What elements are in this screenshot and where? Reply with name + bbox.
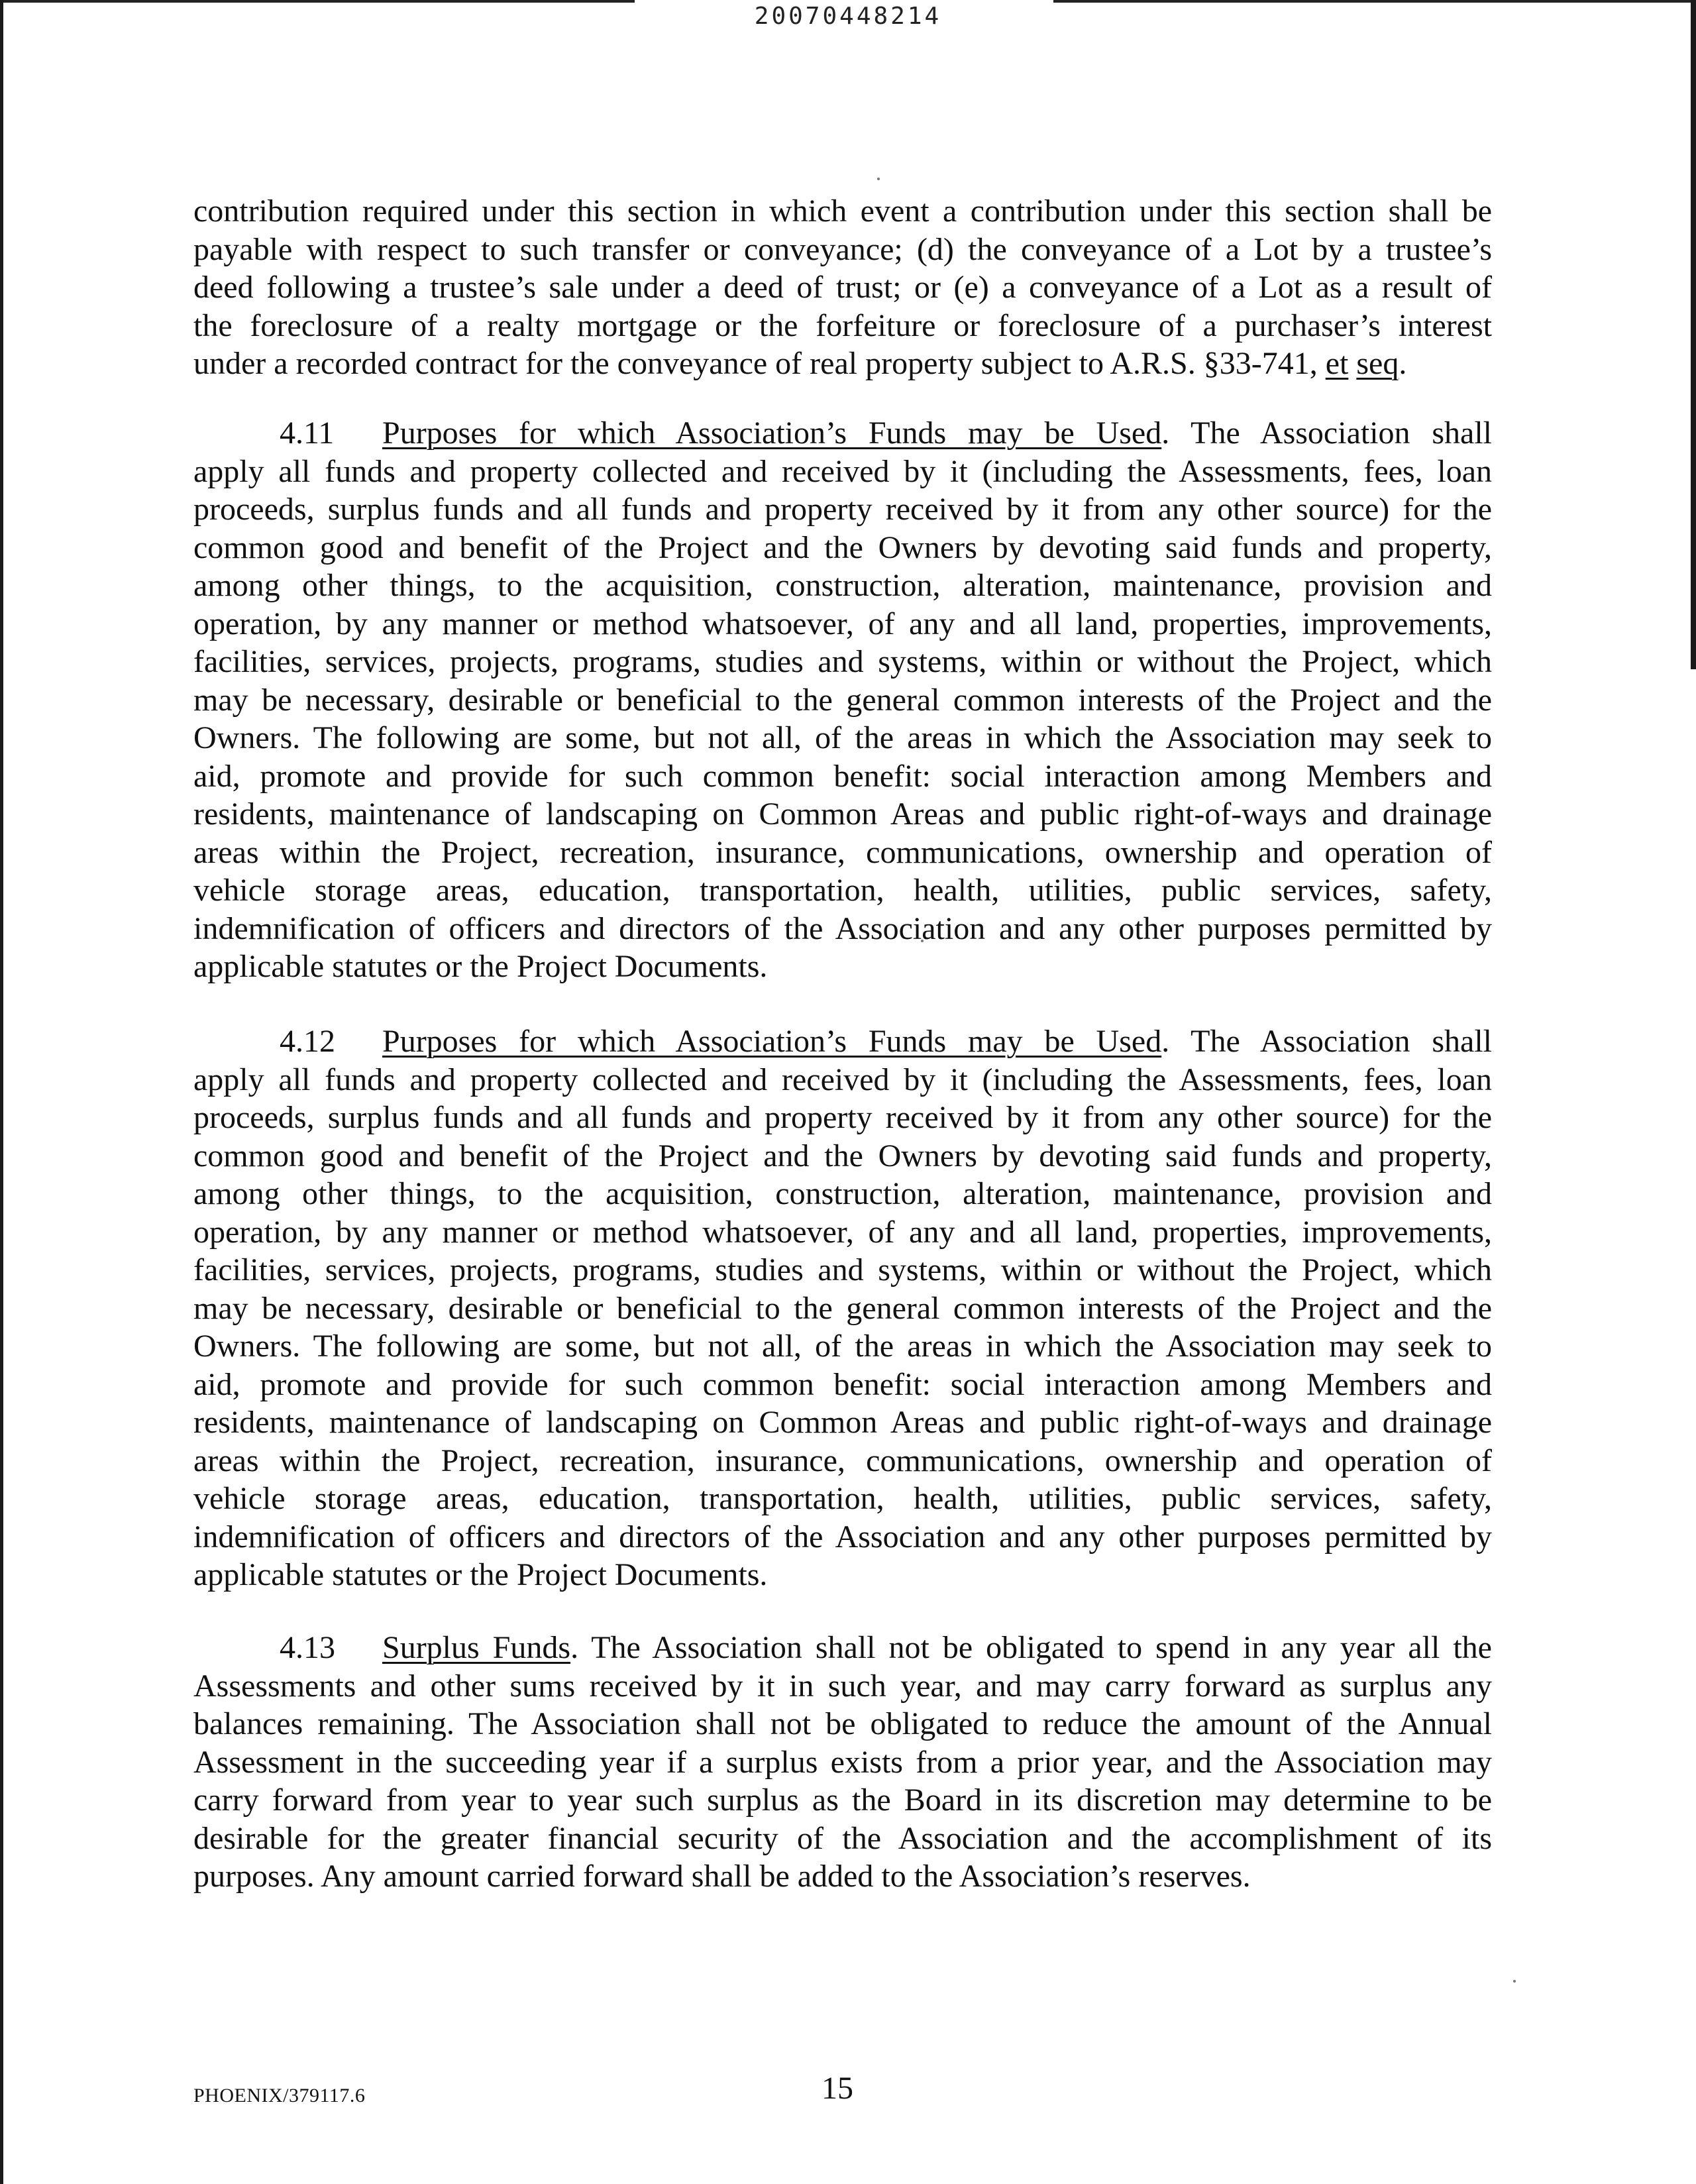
section-heading-line: [193, 1022, 1492, 1061]
text-line: aid, promote and provide for such common benefit: social interaction among Members and: [193, 1366, 1492, 1402]
section-heading-line: [193, 1629, 1492, 1667]
text-line: among other things, to the acquisition, construction, alteration, maintenance, provision and: [193, 1176, 1492, 1211]
text-line: aid, promote and provide for such common benefit: social interaction among Members and: [193, 758, 1492, 794]
recording-number: 20070448214: [754, 3, 942, 30]
section-first-line-rest: . The Association shall: [1161, 415, 1493, 451]
scan-left-edge: [0, 0, 3, 2184]
text-line: vehicle storage areas, education, transportation, health, utilities, public services, safety,: [193, 1481, 1492, 1516]
footer-document-id: PHOENIX/379117.6: [193, 2085, 366, 2106]
section-4-12: [193, 1022, 1492, 1594]
text-line: the foreclosure of a realty mortgage or the forfeiture or foreclosure of a purchaser’s interest: [193, 307, 1492, 343]
text-line: operation, by any manner or method whatsoever, of any and all land, properties, improvements,: [193, 1214, 1492, 1250]
text-line: balances remaining. The Association shall not be obligated to reduce the amount of the Annual: [193, 1706, 1492, 1741]
text-line: among other things, to the acquisition, construction, alteration, maintenance, provision and: [193, 568, 1492, 603]
text-line: Owners. The following are some, but not all, of the areas in which the Association may seek to: [193, 1329, 1492, 1364]
section-number: 4.12: [280, 1024, 335, 1059]
text-line: proceeds, surplus funds and all funds and property received by it from any other source) for the: [193, 492, 1492, 527]
text-line: common good and benefit of the Project and the Owners by devoting said funds and property,: [193, 1138, 1492, 1174]
page-number: 15: [822, 2071, 853, 2106]
section-first-line-rest: . The Association shall not be obligated to spend in any year all the: [570, 1630, 1492, 1665]
intro-last-line-text: under a recorded contract for the conveyance of real property subject to A.R.S. §33-741,: [193, 346, 1326, 381]
section-number: 4.13: [280, 1630, 335, 1665]
text-line: facilities, services, projects, programs, studies and systems, within or without the Project, which: [193, 644, 1492, 679]
text-line: operation, by any manner or method whatsoever, of any and all land, properties, improvements,: [193, 606, 1492, 641]
text-line: carry forward from year to year such surplus as the Board in its discretion may determine to be: [193, 1782, 1492, 1818]
section-heading: Purposes for which Association’s Funds may be Used: [382, 1024, 1162, 1059]
text-line: applicable statutes or the Project Documents.: [193, 1557, 768, 1592]
text-line: deed following a trustee’s sale under a deed of trust; or (e) a conveyance of a Lot as a result of: [193, 270, 1492, 305]
text-line: purposes. Any amount carried forward shall be added to the Association’s reserves.: [193, 1859, 1251, 1894]
text-line: indemnification of officers and directors of the Association and any other purposes permitted by: [193, 910, 1492, 946]
text-line: desirable for the greater financial security of the Association and the accomplishment of its: [193, 1820, 1492, 1856]
text-line: apply all funds and property collected and received by it (including the Assessments, fees, loan: [193, 453, 1492, 489]
text-line: vehicle storage areas, education, transportation, health, utilities, public services, safety,: [193, 873, 1492, 908]
text-line: may be necessary, desirable or beneficial to the general common interests of the Project and the: [193, 682, 1492, 718]
text-line: applicable statutes or the Project Documents.: [193, 949, 768, 984]
text-line: contribution required under this section in which event a contribution under this section shall be: [193, 193, 1492, 229]
text-line: may be necessary, desirable or beneficial to the general common interests of the Project and the: [193, 1290, 1492, 1326]
et-abbrev: et: [1325, 346, 1349, 381]
text-line: areas within the Project, recreation, insurance, communications, ownership and operation of: [193, 834, 1492, 870]
text-line: Owners. The following are some, but not all, of the areas in which the Association may seek to: [193, 720, 1492, 755]
section-heading: Purposes for which Association’s Funds may be Used: [382, 415, 1162, 451]
text-line: areas within the Project, recreation, insurance, communications, ownership and operation of: [193, 1443, 1492, 1478]
section-number: 4.11: [280, 415, 335, 451]
text-line: [193, 345, 1492, 383]
period: .: [1399, 346, 1407, 381]
text-line: payable with respect to such transfer or conveyance; (d) the conveyance of a Lot by a trustee’s: [193, 231, 1492, 267]
text-line: indemnification of officers and directors of the Association and any other purposes permitted by: [193, 1519, 1492, 1555]
text-line: apply all funds and property collected and received by it (including the Assessments, fees, loan: [193, 1062, 1492, 1097]
section-4-13: [193, 1629, 1492, 1896]
intro-paragraph: [193, 192, 1492, 383]
text-line: Assessment in the succeeding year if a surplus exists from a prior year, and the Association may: [193, 1744, 1492, 1780]
section-heading: Surplus Funds: [382, 1630, 571, 1665]
scan-speck: [877, 178, 880, 180]
text-line: proceeds, surplus funds and all funds and property received by it from any other source) for the: [193, 1100, 1492, 1135]
text-line: facilities, services, projects, programs, studies and systems, within or without the Project, which: [193, 1252, 1492, 1287]
text-line: common good and benefit of the Project and the Owners by devoting said funds and property,: [193, 529, 1492, 565]
scan-speck: [1513, 1980, 1516, 1983]
scan-right-edge: [1691, 0, 1696, 669]
section-first-line-rest: . The Association shall: [1161, 1024, 1493, 1059]
text-line: residents, maintenance of landscaping on Common Areas and public right-of-ways and drainage: [193, 796, 1492, 832]
text-line: Assessments and other sums received by it in such year, and may carry forward as surplus any: [193, 1668, 1492, 1704]
section-heading-line: [193, 414, 1492, 453]
section-4-11: [193, 414, 1492, 986]
seq-abbrev: seq: [1356, 346, 1399, 381]
text-line: residents, maintenance of landscaping on Common Areas and public right-of-ways and drainage: [193, 1405, 1492, 1440]
